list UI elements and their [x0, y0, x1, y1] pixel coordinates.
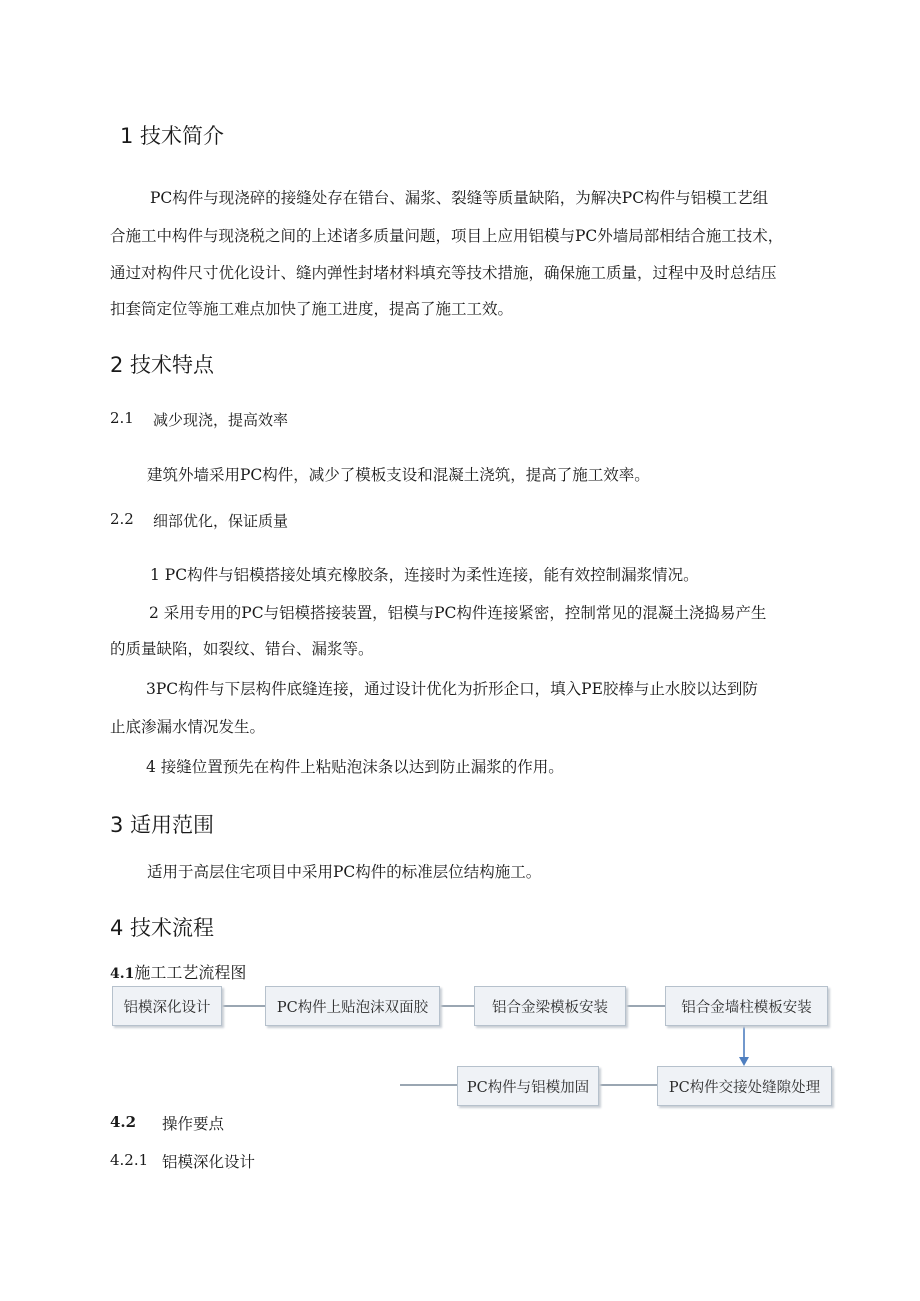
section-2-heading: 2 技术特点 [110, 353, 215, 377]
flow-step-4: 铝合金墙柱模板安装 [665, 986, 828, 1026]
subsection-2-2-title: 细部优化，保证质量 [153, 512, 289, 530]
section-1-line-2: 合施工中构件与现浇税之间的上述诸多质量问题，项目上应用铝模与PC外墙局部相结合施工技术， [110, 227, 784, 245]
section-1-line-1: PC构件与现浇碎的接缝处存在错台、漏浆、裂缝等质量缺陷，为解决PC构件与铝模工艺组 [150, 189, 769, 207]
connector-5-6 [598, 1084, 658, 1086]
list-item-3-cont: 止底渗漏水情况发生。 [110, 718, 266, 736]
section-3-heading: 3 适用范围 [110, 813, 215, 837]
figure-caption [110, 960, 246, 983]
flow-step-6: PC构件与铝模加固 [457, 1066, 599, 1106]
subsection-2-1-body: 建筑外墙采用PC构件，减少了模板支设和混凝土浇筑，提高了施工效率。 [147, 466, 650, 484]
section-1-heading: 1 技术简介 [120, 124, 225, 148]
connector-exit [400, 1084, 458, 1086]
flow-step-1: 铝模深化设计 [112, 986, 222, 1026]
subsection-2-1-title: 减少现浇，提高效率 [153, 411, 289, 429]
list-item-2-cont: 的质量缺陷，如裂纹、错台、漏浆等。 [110, 640, 374, 658]
subsection-4-2-1-title: 铝模深化设计 [162, 1153, 256, 1171]
list-item-4: 4 接缝位置预先在构件上粘贴泡沫条以达到防止漏浆的作用。 [146, 758, 564, 776]
section-1-line-3: 通过对构件尺寸优化设计、缝内弹性封堵材料填充等技术措施，确保施工质量，过程中及时总结压 [110, 264, 777, 282]
subsection-2-1-number: 2.1 [110, 409, 134, 427]
list-item-3: 3PC构件与下层构件底缝连接，通过设计优化为折形企口，填入PE胶棒与止水胶以达到防 [146, 680, 758, 698]
connector-3-4 [625, 1005, 666, 1007]
connector-1-2 [221, 1005, 266, 1007]
flow-step-2: PC构件上贴泡沫双面胶 [265, 986, 440, 1026]
section-1-line-4: 扣套筒定位等施工难点加快了施工进度，提高了施工工效。 [110, 300, 514, 318]
connector-2-3 [439, 1005, 475, 1007]
list-item-2: 2 采用专用的PC与铝模搭接装置，铝模与PC构件连接紧密，控制常见的混凝土浇捣易产生 [149, 604, 767, 622]
subsection-4-2-title: 操作要点 [162, 1115, 225, 1133]
flow-step-3: 铝合金梁模板安装 [474, 986, 626, 1026]
figure-number: 4.1 [110, 966, 135, 982]
subsection-4-2-number: 4.2 [110, 1113, 137, 1131]
down-arrow-icon [736, 1024, 752, 1068]
subsection-2-2-number: 2.2 [110, 510, 134, 528]
section-3-body: 适用于高层住宅项目中采用PC构件的标准层位结构施工。 [147, 863, 542, 881]
section-4-heading: 4 技术流程 [110, 916, 215, 940]
subsection-4-2-1-number: 4.2.1 [110, 1151, 149, 1169]
list-item-1: 1 PC构件与铝模搭接处填充橡胶条，连接时为柔性连接，能有效控制漏浆情况。 [150, 566, 699, 584]
figure-title: 施工工艺流程图 [134, 963, 247, 982]
flow-step-5: PC构件交接处缝隙处理 [657, 1066, 832, 1106]
